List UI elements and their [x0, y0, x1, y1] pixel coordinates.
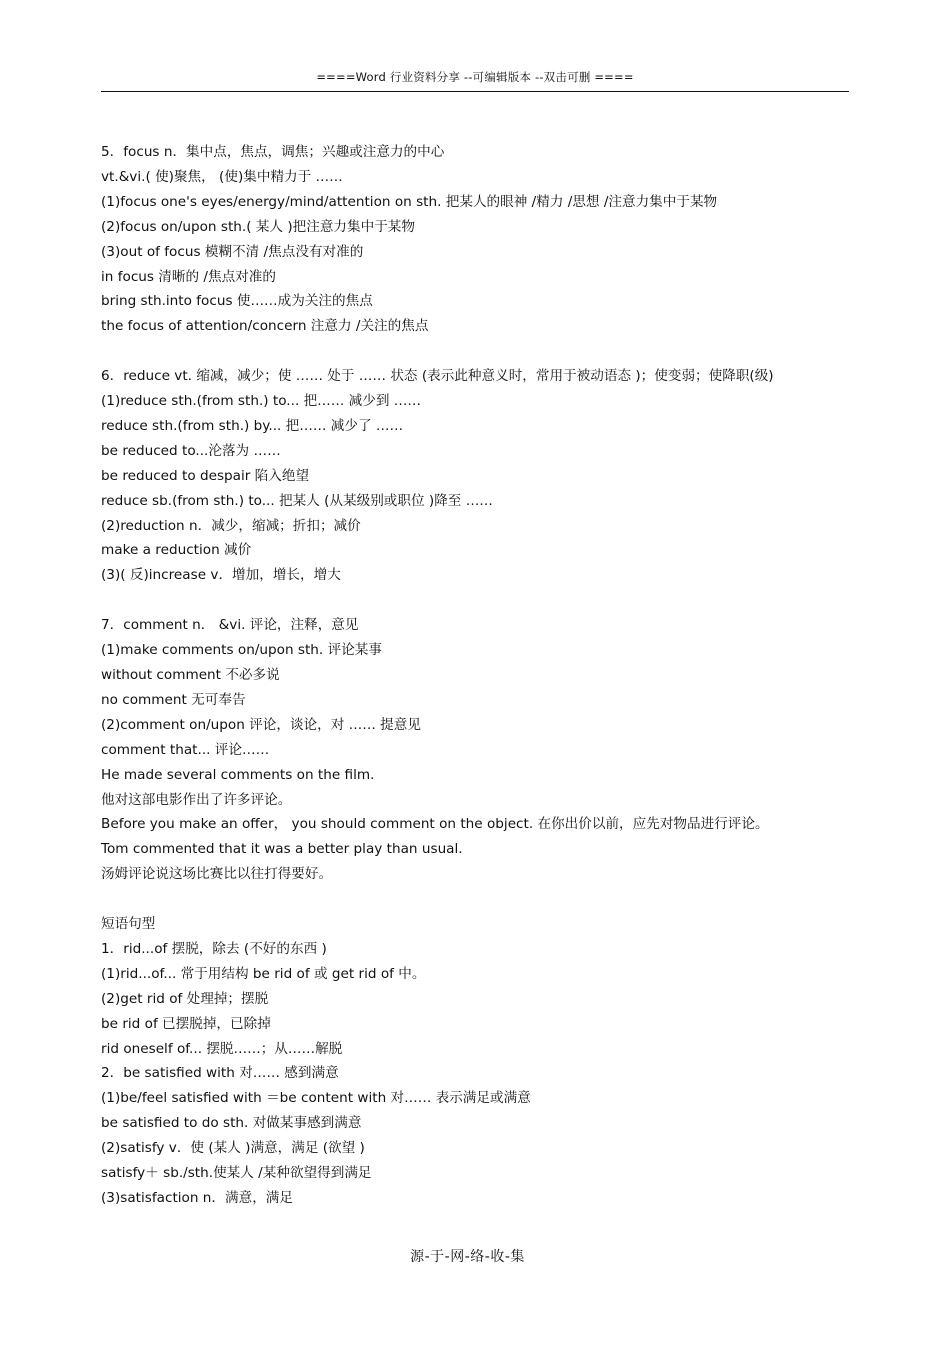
entry-line: (1)be/feel satisfied with ＝be content with 对…… 表示满足或满意	[101, 1090, 531, 1107]
entry-line: bring sth.into focus 使……成为关注的焦点	[101, 293, 373, 310]
entry-line: the focus of attention/concern 注意力 /关注的焦点	[101, 318, 429, 335]
page-header: ====Word 行业资料分享 --可编辑版本 --双击可删 ====	[316, 70, 634, 84]
entry-line: (2)satisfy v．使 (某人 )满意，满足 (欲望 )	[101, 1140, 365, 1157]
section-spacer	[101, 887, 849, 912]
entry-line: (1)reduce sth.(from sth.) to... 把…… 减少到 ……	[101, 393, 421, 410]
entry-line: (1)make comments on/upon sth. 评论某事	[101, 642, 382, 659]
entry-line: vt.&vi.( 使)聚焦， (使)集中精力于 ……	[101, 168, 343, 185]
entry-headword-line: 7．comment n． &vi. 评论，注释，意见	[101, 617, 359, 634]
entry-line: reduce sth.(from sth.) by... 把…… 减少了 ……	[101, 417, 404, 434]
entry-line: rid oneself of... 摆脱……；从……解脱	[101, 1040, 343, 1057]
entry-line: (3)out of focus 模糊不清 /焦点没有对准的	[101, 243, 364, 260]
entry-line: be reduced to...沦落为 ……	[101, 442, 281, 459]
entry-reduce	[101, 364, 849, 588]
entry-headword-line: 6．reduce vt. 缩减，减少；使 …… 处于 …… 状态 (表示此种意义时，常用于被动语态 )；使变弱；使降职(级)	[101, 368, 774, 385]
example-sentence: Tom commented that it was a better play than usual.	[101, 841, 463, 858]
entry-headword-line: 5．focus n．集中点，焦点，调焦；兴趣或注意力的中心	[101, 144, 445, 160]
entry-line: (1)rid...of... 常于用结构 be rid of 或 get rid of 中。	[101, 965, 426, 982]
entry-line: without comment 不必多说	[101, 667, 280, 683]
entry-line: (2)reduction n．减少，缩减；折扣；减价	[101, 517, 361, 534]
entry-line: be reduced to despair 陷入绝望	[101, 467, 310, 484]
entry-headword-line: 2．be satisfied with 对…… 感到满意	[101, 1065, 339, 1082]
example-translation: 他对这部电影作出了许多评论。	[101, 791, 292, 808]
header-divider	[101, 91, 849, 92]
entry-line: in focus 清晰的 /焦点对准的	[101, 268, 276, 285]
example-sentence: Before you make an offer， you should comment on the object. 在你出价以前，应先对物品进行评论。	[101, 816, 769, 833]
phrases-section	[101, 912, 849, 1211]
section-spacer	[101, 588, 849, 613]
page-footer: 源-于-网-络-收-集	[410, 1249, 525, 1265]
section-spacer	[101, 339, 849, 364]
entry-line: (3)( 反)increase v．增加，增长，增大	[101, 567, 341, 584]
entry-line: make a reduction 减价	[101, 542, 252, 559]
entry-line: (2)comment on/upon 评论，谈论，对 …… 提意见	[101, 716, 421, 733]
entry-line: comment that... 评论……	[101, 741, 270, 758]
entry-focus	[101, 140, 849, 339]
entry-line: no comment 无可奉告	[101, 691, 246, 708]
entry-line: be satisfied to do sth. 对做某事感到满意	[101, 1115, 362, 1132]
entry-comment	[101, 613, 849, 887]
entry-line: satisfy＋ sb./sth.使某人 /某种欲望得到满足	[101, 1165, 372, 1182]
section-title: 短语句型	[101, 916, 156, 933]
entry-line: (2)get rid of 处理掉；摆脱	[101, 990, 269, 1007]
entry-line: (2)focus on/upon sth.( 某人 )把注意力集中于某物	[101, 218, 415, 235]
entry-line: reduce sb.(from sth.) to... 把某人 (从某级别或职位 )降至 ……	[101, 492, 493, 509]
entry-line: (1)focus one's eyes/energy/mind/attention on sth. 把某人的眼神 /精力 /思想 /注意力集中于某物	[101, 193, 718, 210]
entry-line: be rid of 已摆脱掉，已除掉	[101, 1015, 271, 1032]
document-body	[101, 140, 849, 1211]
example-sentence: He made several comments on the film.	[101, 766, 375, 783]
example-translation: 汤姆评论说这场比赛比以往打得要好。	[101, 866, 333, 883]
entry-line: (3)satisfaction n．满意，满足	[101, 1190, 293, 1207]
entry-headword-line: 1．rid...of 摆脱，除去 (不好的东西 )	[101, 940, 327, 957]
